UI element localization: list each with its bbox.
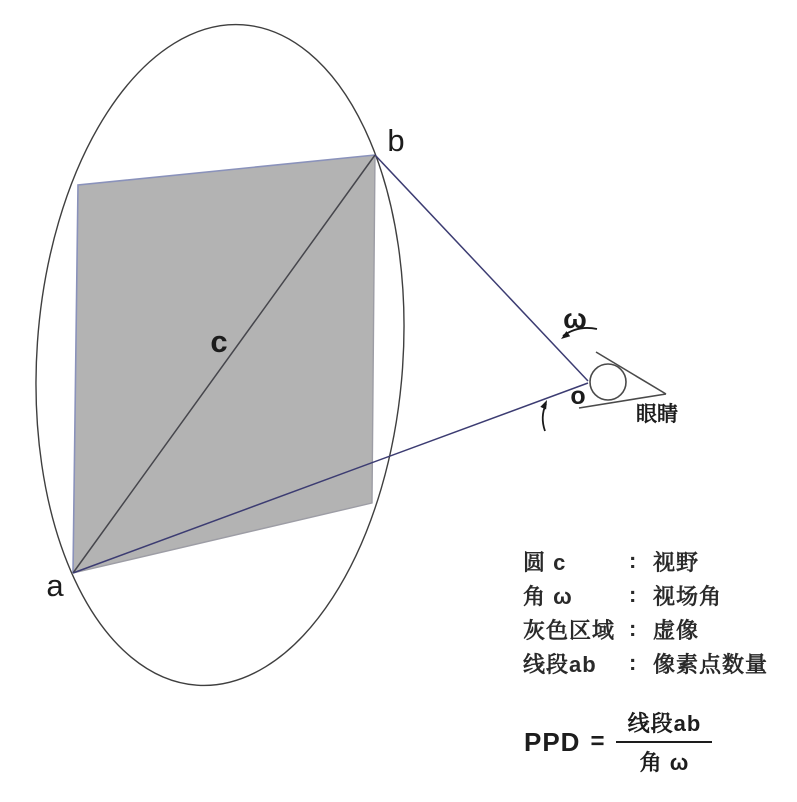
legend-definition: 虚像 xyxy=(653,617,700,643)
sight-line-b-to-o xyxy=(375,155,588,381)
label-diagonal-c: c xyxy=(210,324,228,359)
angle-arrowhead-icon xyxy=(540,400,547,410)
legend-definition: 视野 xyxy=(653,549,700,575)
legend-term: 线段ab xyxy=(523,651,597,677)
formula-lhs: PPD xyxy=(524,726,581,757)
label-point-o: o xyxy=(570,382,586,410)
legend-term: 角 ω xyxy=(523,583,573,609)
formula-denominator: 角 ω xyxy=(639,750,690,775)
legend-colon: : xyxy=(629,582,638,607)
formula-fraction xyxy=(616,706,712,778)
legend-definition: 视场角 xyxy=(653,583,723,609)
label-omega: ω xyxy=(563,303,587,334)
eye-icon xyxy=(590,364,626,400)
formula-numerator: 线段ab xyxy=(627,711,702,736)
legend-term: 灰色区域 xyxy=(523,617,616,643)
label-eye: 眼睛 xyxy=(636,403,678,426)
legend-row-angle-omega xyxy=(523,578,768,612)
legend-row-segment-ab xyxy=(523,646,768,680)
legend-row-circle-c xyxy=(523,544,768,578)
legend-colon: : xyxy=(629,650,638,675)
legend-row-gray-area xyxy=(523,612,768,646)
legend xyxy=(523,544,768,680)
label-point-a: a xyxy=(46,568,64,603)
legend-definition: 像素点数量 xyxy=(653,651,769,677)
legend-term: 圆 c xyxy=(523,549,567,575)
fraction-bar xyxy=(616,741,712,743)
legend-colon: : xyxy=(629,616,638,641)
ppd-formula xyxy=(524,706,712,778)
label-point-b: b xyxy=(387,123,405,158)
legend-colon: : xyxy=(629,548,638,573)
formula-equals-sign: = xyxy=(590,728,605,755)
